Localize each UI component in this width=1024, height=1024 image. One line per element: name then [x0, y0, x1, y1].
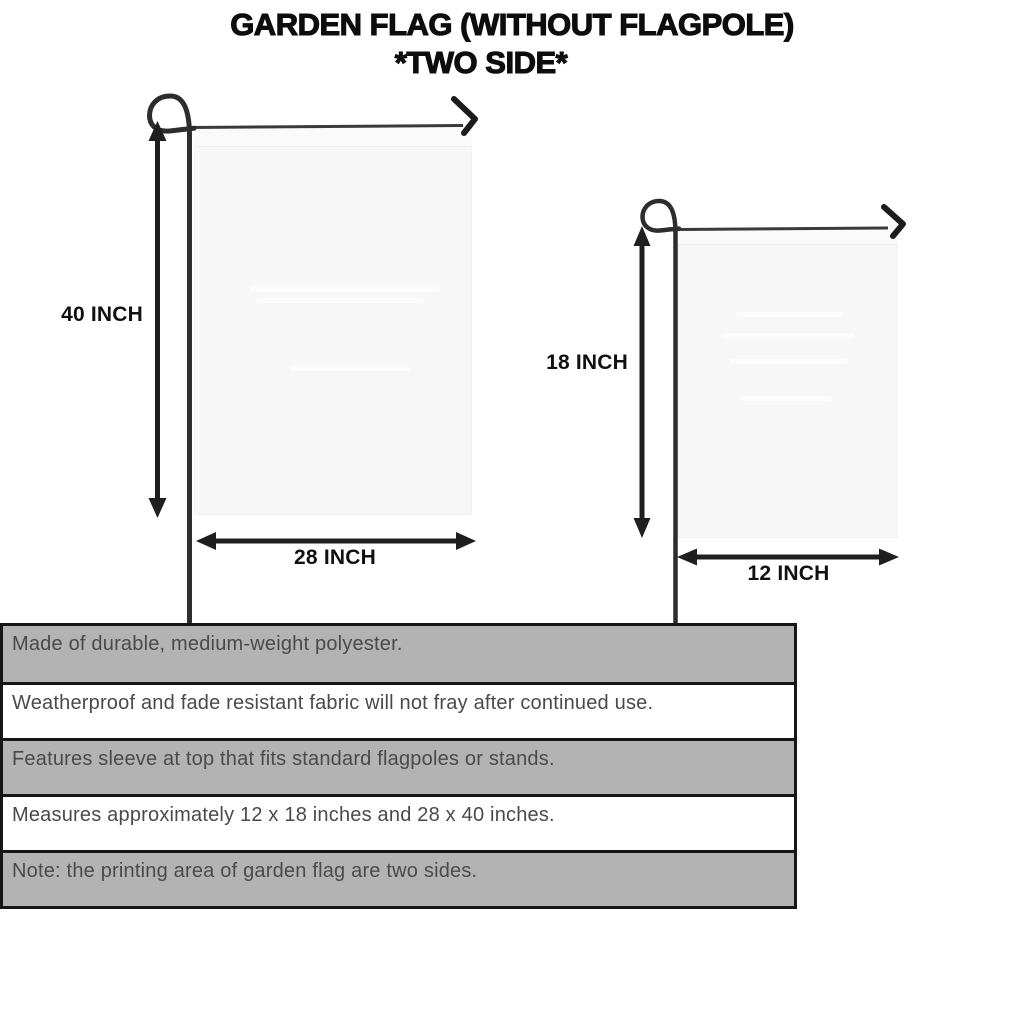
height-arrow-small-icon: [634, 226, 651, 538]
title-line-1: GARDEN FLAG (WITHOUT FLAGPOLE): [230, 7, 794, 42]
height-label-large: 40 INCH: [61, 303, 143, 326]
flag-print-smudge: [256, 298, 424, 303]
flag-print-smudge: [730, 359, 848, 364]
flag-sleeve: [194, 128, 472, 147]
width-label-large: 28 INCH: [294, 546, 376, 569]
spec-table-row: Note: the printing area of garden flag are two sides.: [3, 850, 794, 906]
flag-print-smudge: [740, 396, 832, 401]
garden-flag-large: [194, 128, 472, 515]
flag-print-smudge: [290, 366, 410, 371]
garden-flag-small: [678, 230, 898, 538]
spec-table: [0, 623, 797, 909]
spec-table-row: Weatherproof and fade resistant fabric will not fray after continued use.: [3, 682, 794, 738]
page-title: [0, 6, 1024, 82]
flag-sleeve: [678, 230, 898, 245]
flag-print-smudge: [250, 286, 440, 292]
spec-table-row: Features sleeve at top that fits standard flagpoles or stands.: [3, 738, 794, 794]
spec-table-row: Made of durable, medium-weight polyester.: [3, 626, 794, 682]
title-line-2: *TWO SIDE*: [394, 45, 568, 80]
height-label-small: 18 INCH: [546, 351, 628, 374]
flag-print-smudge: [736, 312, 842, 317]
flag-print-smudge: [724, 333, 854, 338]
height-arrow-large-icon: [149, 121, 167, 518]
width-label-small: 12 INCH: [747, 562, 830, 585]
spec-table-row: Measures approximately 12 x 18 inches and 28 x 40 inches.: [3, 794, 794, 850]
